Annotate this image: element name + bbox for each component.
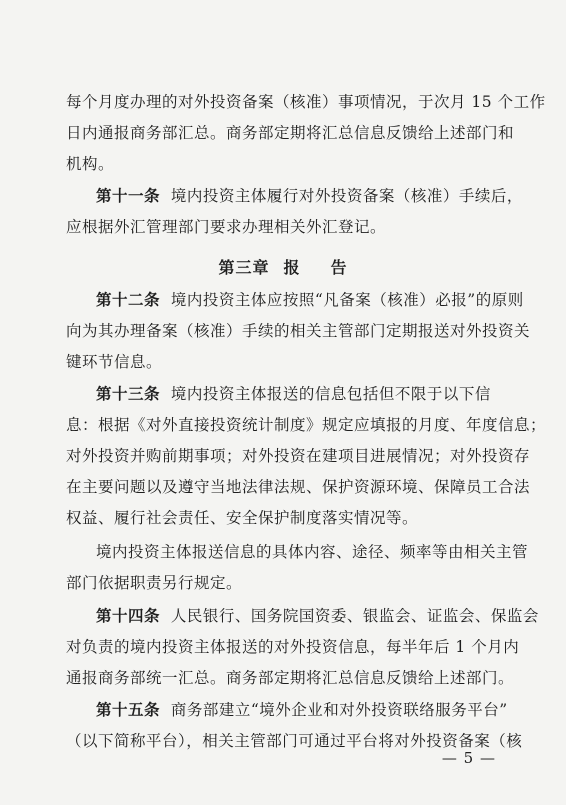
text-line: 向为其办理备案（核准）手续的相关主管部门定期报送对外投资关 [66, 322, 531, 340]
text-line: 息：根据《对外直接投资统计制度》规定应填报的月度、年度信息； [66, 416, 547, 434]
chapter-heading [0, 258, 566, 278]
text-line: 部门依据职责另行规定。 [66, 574, 243, 592]
article-text: 境内投资主体报送的信息包括但不限于以下信 [170, 385, 491, 403]
page-number: — 5 — [441, 749, 496, 767]
text-line: 日内通报商务部汇总。商务部定期将汇总信息反馈给上述部门和 [66, 124, 515, 142]
article-heading: 第十一条 [96, 187, 161, 205]
article-12 [96, 290, 524, 310]
article-text: 境内投资主体履行对外投资备案（核准）手续后， [170, 187, 523, 205]
text-line: 对负责的境内投资主体报送的对外投资信息，每半年后 1 个月内 [66, 638, 520, 656]
text-line: 应根据外汇管理部门要求办理相关外汇登记。 [66, 218, 387, 236]
article-15 [96, 700, 506, 720]
article-13 [96, 384, 506, 404]
text-line: 权益、履行社会责任、安全保护制度落实情况等。 [66, 509, 419, 527]
article-heading: 第十三条 [96, 385, 161, 403]
chapter-title-2: 告 [330, 258, 348, 277]
text-line: 键环节信息。 [66, 353, 163, 371]
chapter-title-1: 报 [283, 258, 301, 277]
article-heading: 第十二条 [96, 291, 161, 309]
text-line: 每个月度办理的对外投资备案（核准）事项情况，于次月 15 个工作 [66, 93, 546, 111]
article-text: 商务部建立“境外企业和对外投资联络服务平台” [170, 701, 508, 719]
text-line: 机构。 [66, 155, 115, 173]
chapter-number: 第三章 [218, 258, 270, 277]
article-heading: 第十四条 [96, 607, 161, 625]
text-line: （以下简称平台），相关主管部门可通过平台将对外投资备案（核 [66, 732, 523, 750]
article-text: 人民银行、国务院国资委、银监会、证监会、保监会 [170, 607, 539, 625]
text-line: 对外投资并购前期事项；对外投资在建项目进展情况；对外投资存 [66, 447, 531, 465]
text-line: 通报商务部统一汇总。商务部定期将汇总信息反馈给上述部门。 [66, 669, 515, 687]
article-14 [96, 606, 539, 626]
article-text: 境内投资主体应按照“凡备案（核准）必报”的原则 [170, 291, 524, 309]
article-heading: 第十五条 [96, 701, 161, 719]
article-11 [96, 186, 523, 206]
text-line: 在主要问题以及遵守当地法律法规、保护资源环境、保障员工合法 [66, 478, 531, 496]
text-line: 境内投资主体报送信息的具体内容、途径、频率等由相关主管 [96, 543, 529, 561]
